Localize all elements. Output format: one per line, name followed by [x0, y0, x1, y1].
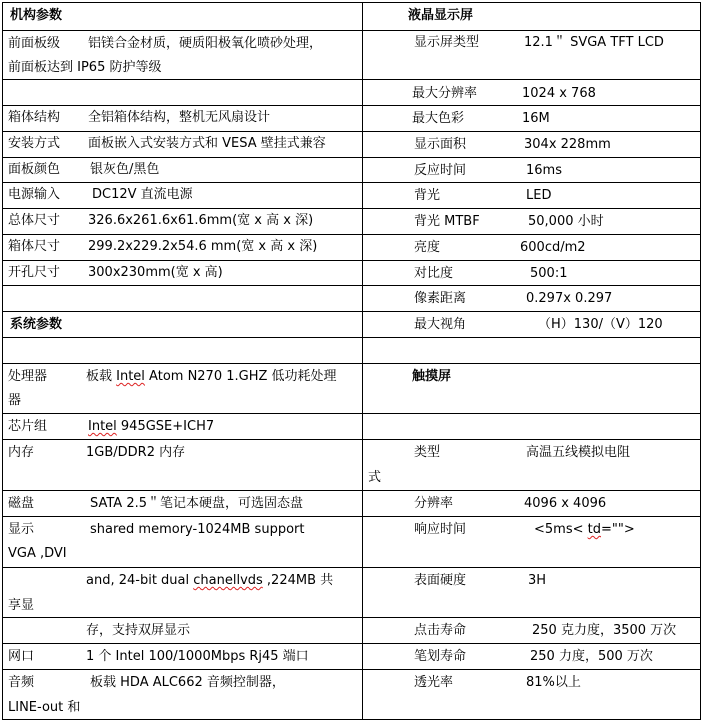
spec-value: Intel 945GSE+ICH7: [88, 419, 215, 434]
spec-value: DC12V 直流电源: [92, 187, 193, 202]
spec-value: 50,000 小时: [528, 214, 604, 229]
spec-value: 0.297x 0.297: [526, 291, 613, 306]
spec-value: 铝镁合金材质，硬质阳极氧化喷砂处理，: [88, 36, 323, 51]
spec-label: 安装方式: [8, 136, 61, 151]
rule: [2, 490, 701, 491]
spec-value: 299.2x229.2x54.6 mm(宽 x 高 x 深): [88, 239, 318, 254]
spec-value: 式: [368, 470, 382, 485]
spec-value: LINE-out 和: [8, 700, 81, 715]
spec-value: 全铝箱体结构，整机无风扇设计: [88, 110, 271, 125]
spec-label: 磁盘: [8, 496, 35, 511]
rule: [2, 439, 701, 440]
rule: [2, 182, 701, 183]
spec-value: 前面板达到 IP65 防护等级: [8, 60, 162, 75]
spec-label: 反应时间: [414, 163, 467, 178]
spellcheck-word: Intel: [116, 369, 145, 384]
spec-value: and, 24-bit dual chanellvds ,224MB 共: [86, 573, 334, 588]
spec-label: 面板颜色: [8, 162, 61, 177]
spec-label: 笔划寿命: [414, 649, 467, 664]
spec-label: 响应时间: [414, 522, 467, 537]
section-header-lcd: 液晶显示屏: [408, 8, 474, 23]
spec-label: 透光率: [414, 675, 454, 690]
spec-label: 箱体结构: [8, 110, 61, 125]
rule-bottom: [2, 719, 701, 720]
spec-value: 326.6x261.6x61.6mm(宽 x 高 x 深): [88, 213, 314, 228]
rule: [2, 311, 701, 312]
spellcheck-word: chanellvds: [193, 573, 263, 588]
rule: [2, 567, 701, 568]
spec-label: 对比度: [414, 266, 454, 281]
spec-value: 板载 Intel Atom N270 1.GHZ 低功耗处理: [86, 369, 337, 384]
spec-value: 器: [8, 393, 22, 408]
spec-label: 芯片组: [8, 419, 48, 434]
column-divider: [362, 2, 363, 720]
spec-label: 开孔尺寸: [8, 265, 61, 280]
rule: [2, 643, 701, 644]
spec-label: 显示: [8, 522, 35, 537]
spec-label: 箱体尺寸: [8, 239, 61, 254]
spec-label: 类型: [414, 445, 441, 460]
rule: [2, 617, 701, 618]
rule: [2, 30, 701, 31]
spec-label: 最大分辨率: [412, 86, 478, 101]
rule: [2, 285, 701, 286]
spec-value: 面板嵌入式安装方式和 VESA 壁挂式兼容: [88, 136, 326, 151]
spec-label: 最大视角: [414, 317, 467, 332]
spec-value: 300x230mm(宽 x 高): [88, 265, 223, 280]
rule: [2, 131, 701, 132]
rule: [2, 413, 701, 414]
spec-value: VGA ,DVI: [8, 546, 67, 561]
section-header-mechanical: 机构参数: [10, 8, 63, 23]
spec-label: 背光: [414, 188, 441, 203]
spec-value: 存，支持双屏显示: [86, 623, 191, 638]
rule: [2, 234, 701, 235]
section-header-touch: 触摸屏: [412, 369, 452, 384]
rule: [2, 337, 701, 338]
spec-value: 4096 x 4096: [524, 496, 607, 511]
spec-value: 16M: [522, 111, 550, 126]
spec-label: 背光 MTBF: [414, 214, 480, 229]
spec-value: LED: [526, 188, 552, 203]
rule: [2, 516, 701, 517]
spec-label: 总体尺寸: [8, 213, 61, 228]
spec-value: 高温五线模拟电阻: [526, 445, 631, 460]
spec-value: 16ms: [526, 163, 562, 178]
rule: [2, 157, 701, 158]
spec-label: 电源输入: [8, 187, 61, 202]
rule-top: [2, 2, 701, 3]
spec-label: 内存: [8, 445, 35, 460]
spec-value: 享显: [8, 598, 35, 613]
spec-label: 前面板级: [8, 36, 61, 51]
spec-value: （H）130/（V）120: [538, 317, 663, 332]
spec-label: 分辨率: [414, 496, 454, 511]
spec-value: SATA 2.5＂笔记本硬盘，可选固态盘: [90, 496, 304, 511]
rule: [2, 105, 701, 106]
spec-value: 600cd/m2: [520, 240, 586, 255]
spec-label: 显示面积: [414, 137, 467, 152]
spec-value: 1024 x 768: [522, 86, 596, 101]
spec-label: 点击寿命: [414, 623, 467, 638]
spec-label: 亮度: [414, 240, 441, 255]
border-left: [2, 2, 3, 720]
spec-value: 250 力度，500 万次: [530, 649, 653, 664]
rule: [2, 669, 701, 670]
spec-value: <5ms< td="">: [534, 522, 635, 537]
spellcheck-word: td: [587, 522, 601, 537]
border-right: [700, 2, 701, 720]
spec-value: 500:1: [530, 266, 568, 281]
spec-label: 像素距离: [414, 291, 467, 306]
spec-label: 表面硬度: [414, 573, 467, 588]
spec-value: 250 克力度，3500 万次: [532, 623, 677, 638]
spec-label: 处理器: [8, 369, 48, 384]
spellcheck-word: Intel: [88, 419, 117, 434]
spec-label: 最大色彩: [412, 111, 465, 126]
spec-value: shared memory-1024MB support: [90, 522, 305, 537]
spec-value: 12.1＂ SVGA TFT LCD: [524, 35, 664, 50]
spec-value: 1GB/DDR2 内存: [86, 445, 186, 460]
spec-label: 音频: [8, 675, 35, 690]
spec-label: 显示屏类型: [414, 35, 480, 50]
rule: [2, 79, 701, 80]
spec-value: 银灰色/黑色: [90, 162, 160, 177]
rule: [2, 208, 701, 209]
spec-value: 304x 228mm: [524, 137, 611, 152]
section-header-system: 系统参数: [10, 317, 63, 332]
spec-value: 板载 HDA ALC662 音频控制器，: [90, 675, 285, 690]
spec-value: 1 个 Intel 100/1000Mbps Rj45 端口: [86, 649, 309, 664]
spec-value: 81%以上: [526, 675, 581, 690]
rule: [2, 260, 701, 261]
spec-value: 3H: [528, 573, 547, 588]
rule: [2, 363, 701, 364]
spec-label: 网口: [8, 649, 35, 664]
